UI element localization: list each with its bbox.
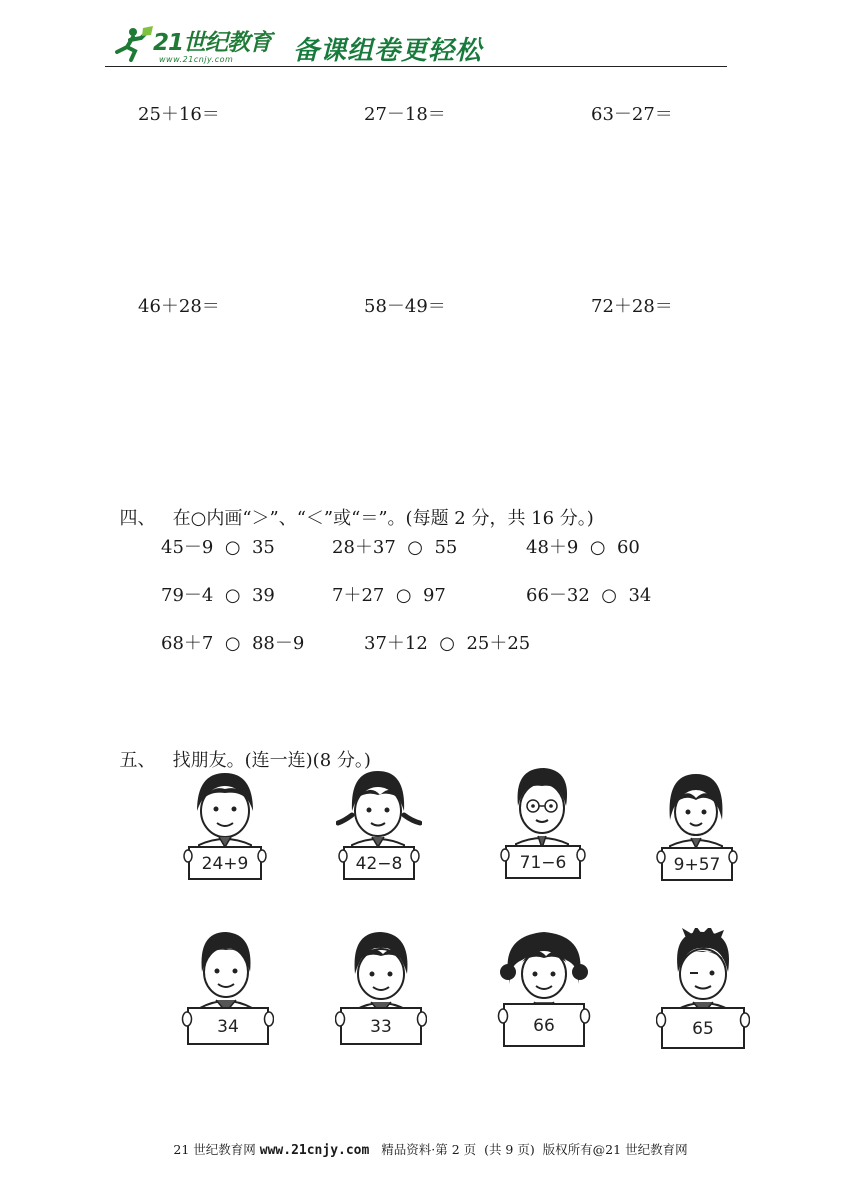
calc-item: 46＋28＝ xyxy=(138,296,220,317)
page-footer xyxy=(0,1140,861,1158)
child-card-bottom-1[interactable] xyxy=(180,928,274,1050)
circle-icon: ○ xyxy=(407,537,423,558)
child-card-top-3[interactable] xyxy=(500,762,586,882)
section4-heading xyxy=(108,483,594,530)
header-rule xyxy=(105,66,727,67)
calc-item: 25＋16＝ xyxy=(138,104,220,125)
runner-logo-icon xyxy=(111,26,155,62)
girl-curly-hair-holding-sign-icon xyxy=(496,926,592,1052)
circle-icon: ○ xyxy=(601,585,617,606)
boy-with-glasses-holding-sign-icon xyxy=(500,762,586,882)
circle-icon: ○ xyxy=(439,633,455,654)
calc-item: 63－27＝ xyxy=(591,104,673,125)
calc-item: 72＋28＝ xyxy=(591,296,673,317)
circle-icon: ○ xyxy=(224,537,241,558)
footer-url[interactable]: www.21cnjy.com xyxy=(259,1143,370,1158)
circle-icon: ○ xyxy=(224,633,241,654)
child-card-top-4[interactable] xyxy=(656,768,738,884)
child-card-top-1[interactable] xyxy=(183,765,269,883)
boy-holding-sign-icon xyxy=(180,928,274,1050)
card-label: 66 xyxy=(533,1016,555,1036)
boy-holding-sign-icon xyxy=(183,765,269,883)
compare-item: 28＋37 ○ 55 xyxy=(332,537,458,558)
card-label: 24+9 xyxy=(201,854,249,874)
girl-short-hair-holding-sign-icon xyxy=(656,768,738,884)
boy-winking-holding-sign-icon xyxy=(656,928,750,1052)
section5-title: 找朋友。(连一连)(8 分。) xyxy=(172,750,371,771)
compare-item: 48＋9 ○ 60 xyxy=(526,537,640,558)
brand-url: www.21cnjy.com xyxy=(159,55,234,64)
footer-left: 21 世纪教育网 xyxy=(173,1142,260,1157)
child-card-bottom-2[interactable] xyxy=(335,928,427,1050)
circle-icon: ○ xyxy=(395,585,412,606)
child-card-bottom-3[interactable] xyxy=(496,926,592,1052)
calc-item: 58－49＝ xyxy=(364,296,446,317)
card-label: 42−8 xyxy=(355,854,403,874)
compare-item: 37＋12 ○ 25＋25 xyxy=(364,633,531,654)
circle-icon: ○ xyxy=(589,537,606,558)
compare-item: 66－32 ○ 34 xyxy=(526,585,652,606)
child-card-top-2[interactable] xyxy=(336,765,422,883)
compare-item: 45－9 ○ 35 xyxy=(161,537,275,558)
card-label: 65 xyxy=(692,1019,714,1039)
section4-number: 四、 xyxy=(119,508,156,529)
compare-item: 68＋7 ○ 88－9 xyxy=(161,633,305,654)
header-slogan: 备课组卷更轻松 xyxy=(293,36,483,66)
compare-item: 7＋27 ○ 97 xyxy=(332,585,446,606)
brand-name: 21世纪教育 xyxy=(153,30,272,56)
page-header xyxy=(105,22,727,70)
card-label: 33 xyxy=(370,1017,392,1037)
card-label: 9+57 xyxy=(673,855,721,875)
section5-number: 五、 xyxy=(119,750,156,771)
footer-right: 精品资料·第 2 页 (共 9 页) 版权所有@21 世纪教育网 xyxy=(369,1142,688,1157)
card-label: 34 xyxy=(217,1017,239,1037)
circle-icon: ○ xyxy=(224,585,241,606)
calc-item: 27－18＝ xyxy=(364,104,446,125)
girl-with-braids-holding-sign-icon xyxy=(336,765,422,883)
card-label: 71−6 xyxy=(519,853,567,873)
boy-holding-sign-icon xyxy=(335,928,427,1050)
section4-title: 在○内画“＞”、“＜”或“＝”。(每题 2 分，共 16 分。) xyxy=(172,508,594,529)
child-card-bottom-4[interactable] xyxy=(656,928,750,1052)
compare-item: 79－4 ○ 39 xyxy=(161,585,275,606)
